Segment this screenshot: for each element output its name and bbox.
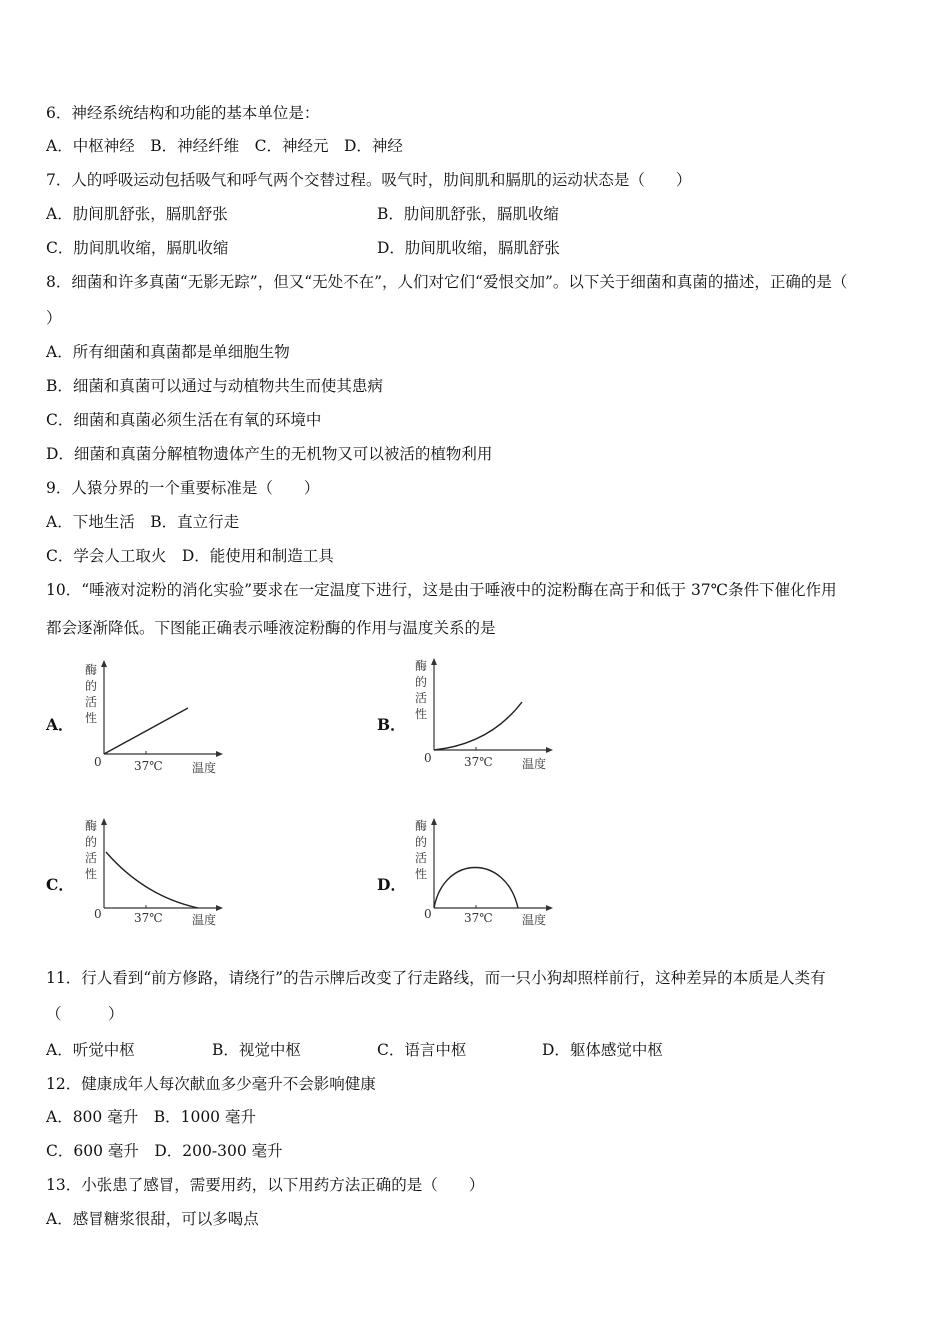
graph-c-label: C． — [46, 875, 74, 894]
y-axis-arrow — [431, 658, 437, 665]
q9-stem: 9．人猿分界的一个重要标准是（ ） — [46, 479, 320, 497]
ylabel-char: 酶 — [85, 663, 98, 677]
origin-label: 0 — [424, 751, 432, 765]
x-axis-arrow — [546, 905, 553, 911]
q12-options-ab: A．800 毫升 B．1000 毫升 — [46, 1108, 256, 1126]
q10-stem-cont: 都会逐渐降低。下图能正确表示唾液淀粉酶的作用与温度关系的是 — [46, 619, 496, 637]
tick-label: 37℃ — [464, 911, 493, 925]
xlabel: 温度 — [192, 761, 217, 775]
x-axis-arrow — [216, 751, 223, 757]
q6-options: A．中枢神经 B．神经纤维 C．神经元 D．神经 — [46, 137, 403, 155]
ylabel-char: 的 — [85, 835, 98, 849]
ylabel-char: 活 — [415, 691, 428, 705]
q11-option-d: D．躯体感觉中枢 — [542, 1041, 663, 1059]
ylabel-char: 性 — [415, 867, 428, 881]
q11-option-b: B．视觉中枢 — [212, 1041, 301, 1059]
q13-stem: 13．小张患了感冒，需要用药，以下用药方法正确的是（ ） — [46, 1176, 485, 1194]
origin-label: 0 — [424, 907, 432, 921]
xlabel: 温度 — [192, 913, 217, 927]
q7-stem: 7．人的呼吸运动包括吸气和呼气两个交替过程。吸气时，肋间肌和膈肌的运动状态是（ ） — [46, 171, 692, 189]
q7-option-d: D．肋间肌收缩，膈肌舒张 — [377, 239, 560, 257]
q7-option-c: C．肋间肌收缩，膈肌收缩 — [46, 239, 229, 257]
ylabel-char: 性 — [85, 711, 98, 725]
ylabel-char: 酶 — [85, 819, 98, 833]
ylabel-char: 性 — [415, 707, 428, 721]
ylabel-char: 的 — [415, 835, 428, 849]
graph-b — [410, 656, 560, 776]
xlabel: 温度 — [522, 913, 547, 927]
ylabel-char: 的 — [85, 679, 98, 693]
graph-a — [80, 658, 230, 778]
q9-options-cd: C．学会人工取火 D．能使用和制造工具 — [46, 547, 334, 565]
q8-option-a: A．所有细菌和真菌都是单细胞生物 — [46, 343, 290, 361]
graph-b-label: B． — [377, 715, 406, 734]
ylabel-char: 的 — [415, 675, 428, 689]
curve — [434, 868, 518, 909]
graph-c — [80, 816, 230, 936]
q8-option-c: C．细菌和真菌必须生活在有氧的环境中 — [46, 411, 322, 429]
q11-option-a: A．听觉中枢 — [46, 1041, 135, 1059]
x-axis-arrow — [546, 747, 553, 753]
tick-label: 37℃ — [464, 755, 493, 769]
q6-stem: 6．神经系统结构和功能的基本单位是： — [46, 104, 320, 122]
y-axis-arrow — [101, 660, 107, 667]
ylabel-char: 活 — [85, 695, 98, 709]
tick-label: 37℃ — [134, 911, 163, 925]
origin-label: 0 — [94, 907, 102, 921]
y-axis-arrow — [431, 818, 437, 825]
q8-stem: 8．细菌和许多真菌“无影无踪”，但又“无处不在”，人们对它们“爱恨交加”。以下关于细菌和真菌的描述，正确的是（ — [46, 273, 848, 291]
q11-option-c: C．语言中枢 — [377, 1041, 467, 1059]
xlabel: 温度 — [522, 757, 547, 771]
ylabel-char: 活 — [85, 851, 98, 865]
ylabel-char: 酶 — [415, 659, 428, 673]
q11-stem-cont: （ ） — [46, 1005, 124, 1023]
x-axis-arrow — [216, 905, 223, 911]
q8-option-b: B．细菌和真菌可以通过与动植物共生而使其患病 — [46, 377, 383, 395]
origin-label: 0 — [94, 755, 102, 769]
q11-stem: 11．行人看到“前方修路，请绕行”的告示牌后改变了行走路线，而一只小狗却照样前行，这种差异的本质是人类有 — [46, 969, 826, 987]
q7-option-b: B．肋间肌舒张，膈肌收缩 — [377, 205, 559, 223]
q12-options-cd: C．600 毫升 D．200-300 毫升 — [46, 1142, 283, 1160]
ylabel-char: 性 — [85, 867, 98, 881]
q13-option-a: A．感冒糖浆很甜，可以多喝点 — [46, 1210, 259, 1228]
q7-option-a: A．肋间肌舒张，膈肌舒张 — [46, 205, 228, 223]
q9-options-ab: A．下地生活 B．直立行走 — [46, 513, 240, 531]
ylabel-char: 活 — [415, 851, 428, 865]
q8-option-d: D．细菌和真菌分解植物遗体产生的无机物又可以被活的植物利用 — [46, 445, 493, 463]
graph-d — [410, 816, 560, 936]
graph-a-label: A． — [46, 715, 74, 734]
ylabel-char: 酶 — [415, 819, 428, 833]
q12-stem: 12．健康成年人每次献血多少毫升不会影响健康 — [46, 1075, 376, 1093]
q10-stem: 10．“唾液对淀粉的消化实验”要求在一定温度下进行，这是由于唾液中的淀粉酶在高于和低于 37℃条件下催化作用 — [46, 581, 837, 599]
graph-d-label: D． — [377, 875, 406, 894]
curve — [434, 702, 522, 750]
curve — [104, 708, 188, 754]
q8-stem-cont: ） — [46, 309, 62, 327]
y-axis-arrow — [101, 818, 107, 825]
curve — [106, 852, 198, 908]
tick-label: 37℃ — [134, 759, 163, 773]
